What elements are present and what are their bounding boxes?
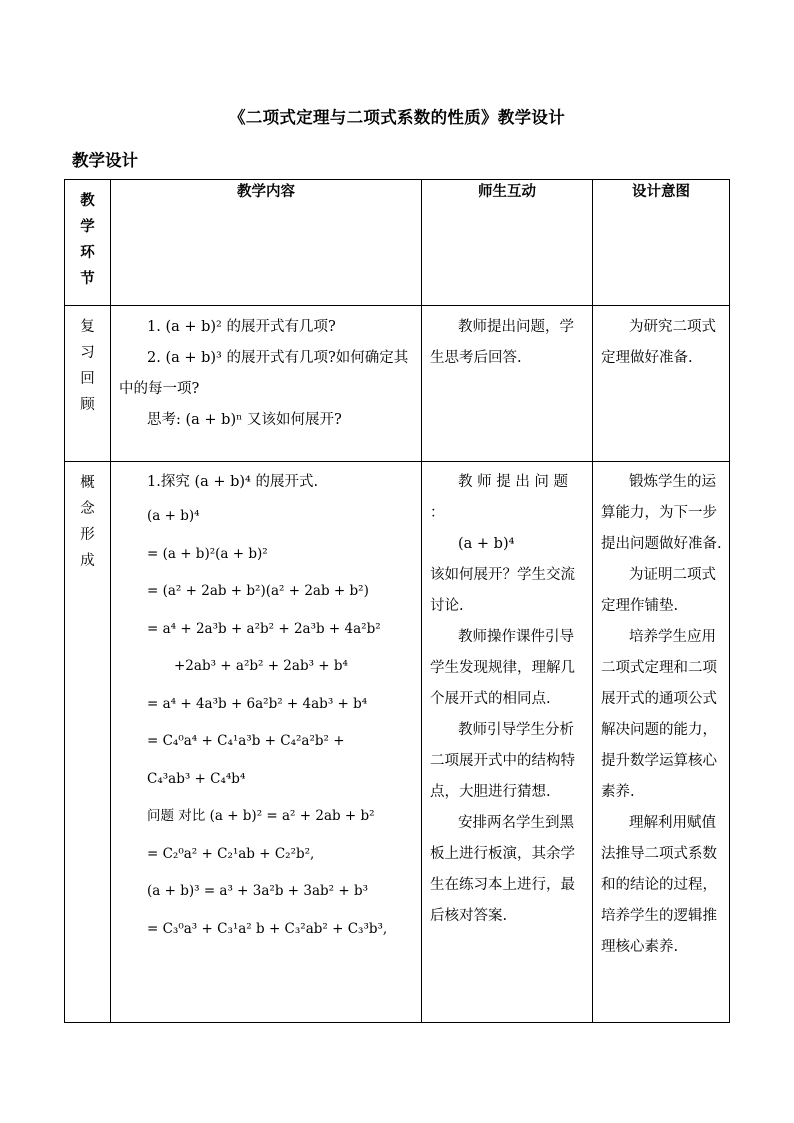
expansion-line-2: = (a + b)²(a + b)² bbox=[147, 545, 268, 562]
review-question-1: 1. (a + b)² 的展开式有几项? bbox=[147, 319, 336, 335]
comparison-line-4: = C₃⁰a³ + C₃¹a² b + C₃²ab² + C₃³b³, bbox=[147, 920, 388, 937]
expansion-line-4: = a⁴ + 2a³b + a²b² + 2a³b + 4a²b² bbox=[147, 620, 381, 637]
stage-label-review: 复 习 回 顾 bbox=[80, 319, 95, 413]
document-title: 《二项式定理与二项式系数的性质》教学设计 bbox=[229, 108, 565, 127]
section-subtitle: 教学设计 bbox=[72, 151, 138, 170]
review-thinking: 思考: (a + b)ⁿ 又该如何展开? bbox=[147, 412, 342, 428]
intent-cell-concept bbox=[593, 462, 730, 1023]
interaction-cell-review bbox=[422, 306, 593, 462]
stage-cell-concept bbox=[65, 462, 111, 1023]
header-stage bbox=[65, 180, 111, 306]
header-stage-text: 教 学 环 节 bbox=[80, 192, 95, 287]
interaction-para-2: 该如何展开？学生交流讨论. bbox=[430, 567, 575, 614]
interaction-para-5: 安排两名学生到黑板上进行板演，其余学生在练习本上进行，最后核对答案. bbox=[430, 815, 575, 924]
table-row-concept bbox=[65, 462, 730, 1023]
content-cell-review bbox=[111, 306, 422, 462]
review-intent-text: 为研究二项式定理做好准备. bbox=[601, 319, 716, 366]
intent-cell-review bbox=[593, 306, 730, 462]
expansion-line-1: (a + b)⁴ bbox=[147, 508, 200, 524]
concept-intro: 1.探究 (a + b)⁴ 的展开式. bbox=[147, 474, 319, 490]
expansion-line-3: = (a² + 2ab + b²)(a² + 2ab + b²) bbox=[147, 583, 369, 599]
table-header-row bbox=[65, 180, 730, 306]
header-intent: 设计意图 bbox=[593, 180, 730, 306]
stage-cell-review bbox=[65, 306, 111, 462]
interaction-cell-concept bbox=[422, 462, 593, 1023]
header-interaction: 师生互动 bbox=[422, 180, 593, 306]
interaction-para-3: 教师操作课件引导学生发现规律，理解几个展开式的相同点. bbox=[430, 629, 575, 707]
interaction-expression: (a + b)⁴ bbox=[458, 536, 515, 552]
interaction-para-4: 教师引导学生分析二项展开式中的结构特点，大胆进行猜想. bbox=[430, 722, 575, 800]
intent-para-3: 培养学生应用二项式定理和二项展开式的通项公式解决问题的能力，提升数学运算核心素养. bbox=[601, 629, 717, 800]
expansion-line-6: = a⁴ + 4a³b + 6a²b² + 4ab³ + b⁴ bbox=[147, 695, 368, 712]
expansion-line-7: = C₄⁰a⁴ + C₄¹a³b + C₄²a²b² + bbox=[147, 733, 345, 749]
intent-para-2: 为证明二项式定理作铺垫. bbox=[601, 567, 716, 614]
intent-para-1: 锻炼学生的运算能力，为下一步提出问题做好准备. bbox=[601, 474, 722, 552]
header-content: 教学内容 bbox=[111, 180, 422, 306]
expansion-line-8: C₄³ab³ + C₄⁴b⁴ bbox=[147, 770, 246, 787]
comparison-line-2: = C₂⁰a² + C₂¹ab + C₂²b², bbox=[147, 845, 315, 862]
content-cell-concept bbox=[111, 462, 422, 1023]
comparison-line-3: (a + b)³ = a³ + 3a²b + 3ab² + b³ bbox=[147, 883, 369, 899]
stage-label-concept: 概 念 形 成 bbox=[80, 475, 95, 569]
review-interaction-text: 教师提出问题，学生思考后回答. bbox=[430, 319, 574, 366]
expansion-line-5: +2ab³ + a²b² + 2ab³ + b⁴ bbox=[174, 658, 348, 674]
comparison-question: 问题 对比 (a + b)² = a² + 2ab + b² bbox=[147, 808, 375, 824]
review-question-2: 2. (a + b)³ 的展开式有几项?如何确定其中的每一项? bbox=[119, 350, 409, 397]
table-row-review bbox=[65, 306, 730, 462]
teaching-design-table bbox=[64, 179, 730, 1023]
interaction-para-1: 教 师 提 出 问 题 ： bbox=[430, 474, 569, 521]
intent-para-4: 理解利用赋值法推导二项式系数和的结论的过程，培养学生的逻辑推理核心素养. bbox=[601, 815, 717, 955]
